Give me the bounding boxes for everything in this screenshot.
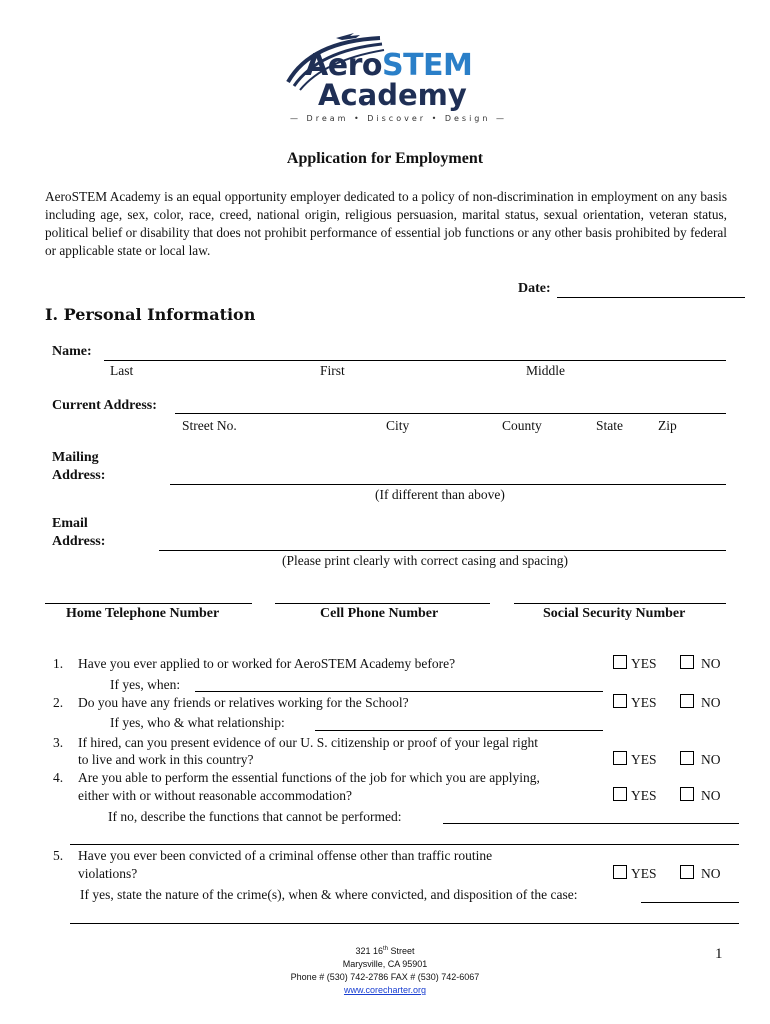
q5-yes-label: YES bbox=[631, 866, 657, 881]
home-phone-field[interactable] bbox=[45, 603, 252, 604]
footer-website-link[interactable]: www.corecharter.org bbox=[343, 985, 427, 995]
street-caption: Street No. bbox=[182, 418, 237, 433]
page-number: 1 bbox=[715, 946, 723, 962]
mailing-label-line2: Address: bbox=[52, 468, 106, 483]
zip-caption: Zip bbox=[658, 418, 677, 433]
home-phone-label: Home Telephone Number bbox=[66, 606, 220, 621]
ssn-field[interactable] bbox=[514, 603, 726, 604]
q2-relationship-field[interactable] bbox=[315, 730, 603, 731]
q1-when-field[interactable] bbox=[195, 691, 603, 692]
q5-yes-checkbox[interactable] bbox=[613, 865, 627, 879]
q3-number: 3. bbox=[53, 735, 64, 750]
date-field[interactable] bbox=[557, 297, 745, 298]
logo bbox=[270, 30, 507, 130]
cell-phone-field[interactable] bbox=[275, 603, 490, 604]
q4-text-line1: Are you able to perform the essential functions of the job for which you are applying, bbox=[78, 770, 540, 785]
mailing-label-line1: Mailing bbox=[52, 450, 99, 465]
q2-no-label: NO bbox=[701, 695, 721, 710]
q1-no-label: NO bbox=[701, 656, 721, 671]
q3-yes-label: YES bbox=[631, 752, 657, 767]
section-title: I. Personal Information bbox=[45, 305, 256, 324]
ssn-label: Social Security Number bbox=[543, 606, 686, 621]
q5-crime-field-continued[interactable] bbox=[70, 923, 739, 924]
q2-text: Do you have any friends or relatives working for the School? bbox=[78, 695, 409, 710]
q3-text-line2: to live and work in this country? bbox=[78, 752, 254, 767]
q1-sub-text: If yes, when: bbox=[110, 677, 181, 692]
q5-no-checkbox[interactable] bbox=[680, 865, 694, 879]
q5-text-line2: violations? bbox=[78, 866, 138, 881]
page-title: Application for Employment bbox=[286, 150, 484, 167]
email-field[interactable] bbox=[159, 550, 726, 551]
q3-no-checkbox[interactable] bbox=[680, 751, 694, 765]
email-label-line1: Email bbox=[52, 516, 88, 531]
name-label: Name: bbox=[52, 344, 92, 359]
q1-yes-checkbox[interactable] bbox=[613, 655, 627, 669]
q2-number: 2. bbox=[53, 695, 64, 710]
mailing-note: (If different than above) bbox=[375, 487, 505, 502]
q2-no-checkbox[interactable] bbox=[680, 694, 694, 708]
intro-paragraph: AeroSTEM Academy is an equal opportunity employer dedicated to a policy of non-discrimination in employment on any basis including age, sex, color, race, creed, national origin, religious persuasion, marital status, sexual orientation, veteran status, political belief or disability that does not prohibit performance of essential job functions or any other basis prohibited by federal or applicable state or local law. bbox=[45, 189, 727, 258]
name-middle-caption: Middle bbox=[526, 363, 565, 378]
email-note: (Please print clearly with correct casing and spacing) bbox=[282, 553, 569, 568]
cell-phone-label: Cell Phone Number bbox=[320, 606, 439, 621]
state-caption: State bbox=[596, 418, 623, 433]
current-address-label: Current Address: bbox=[52, 398, 157, 413]
q5-number: 5. bbox=[53, 848, 64, 863]
q4-describe-field-continued[interactable] bbox=[70, 844, 739, 845]
q3-no-label: NO bbox=[701, 752, 721, 767]
q1-yes-label: YES bbox=[631, 656, 657, 671]
mailing-address-field[interactable] bbox=[170, 484, 726, 485]
q1-no-checkbox[interactable] bbox=[680, 655, 694, 669]
q5-sub-text: If yes, state the nature of the crime(s), when & where convicted, and disposition of the case: bbox=[80, 887, 578, 902]
q4-text-line2: either with or without reasonable accommodation? bbox=[78, 788, 353, 803]
q4-no-label: NO bbox=[701, 788, 721, 803]
footer-street: 321 16th Street bbox=[355, 946, 415, 956]
footer-address bbox=[235, 943, 535, 997]
city-caption: City bbox=[386, 418, 410, 433]
q4-number: 4. bbox=[53, 770, 64, 785]
q3-text-line1: If hired, can you present evidence of our U. S. citizenship or proof of your legal right bbox=[78, 735, 538, 750]
q4-yes-checkbox[interactable] bbox=[613, 787, 627, 801]
q5-no-label: NO bbox=[701, 866, 721, 881]
q5-text-line1: Have you ever been convicted of a criminal offense other than traffic routine bbox=[78, 848, 493, 863]
q3-yes-checkbox[interactable] bbox=[613, 751, 627, 765]
logo-academy: Academy bbox=[318, 78, 467, 112]
q2-yes-label: YES bbox=[631, 695, 657, 710]
q2-yes-checkbox[interactable] bbox=[613, 694, 627, 708]
q4-no-checkbox[interactable] bbox=[680, 787, 694, 801]
email-label-line2: Address: bbox=[52, 534, 106, 549]
q1-number: 1. bbox=[53, 656, 64, 671]
name-field[interactable] bbox=[104, 360, 726, 361]
footer-city: Marysville, CA 95901 bbox=[342, 959, 428, 969]
date-label: Date: bbox=[518, 281, 551, 296]
q2-sub-text: If yes, who & what relationship: bbox=[110, 715, 285, 730]
name-last-caption: Last bbox=[110, 363, 134, 378]
county-caption: County bbox=[502, 418, 542, 433]
name-first-caption: First bbox=[320, 363, 345, 378]
q4-describe-field[interactable] bbox=[443, 823, 739, 824]
logo-tagline: — Dream • Discover • Design — bbox=[290, 114, 507, 123]
q1-text: Have you ever applied to or worked for AeroSTEM Academy before? bbox=[78, 656, 456, 671]
q4-yes-label: YES bbox=[631, 788, 657, 803]
current-address-field[interactable] bbox=[175, 413, 726, 414]
q4-sub-text: If no, describe the functions that cannot be performed: bbox=[108, 809, 402, 824]
footer-phone: Phone # (530) 742-2786 FAX # (530) 742-6067 bbox=[290, 972, 480, 982]
logo-wordmark: AeroSTEM bbox=[305, 48, 473, 83]
q5-crime-field[interactable] bbox=[641, 902, 739, 903]
